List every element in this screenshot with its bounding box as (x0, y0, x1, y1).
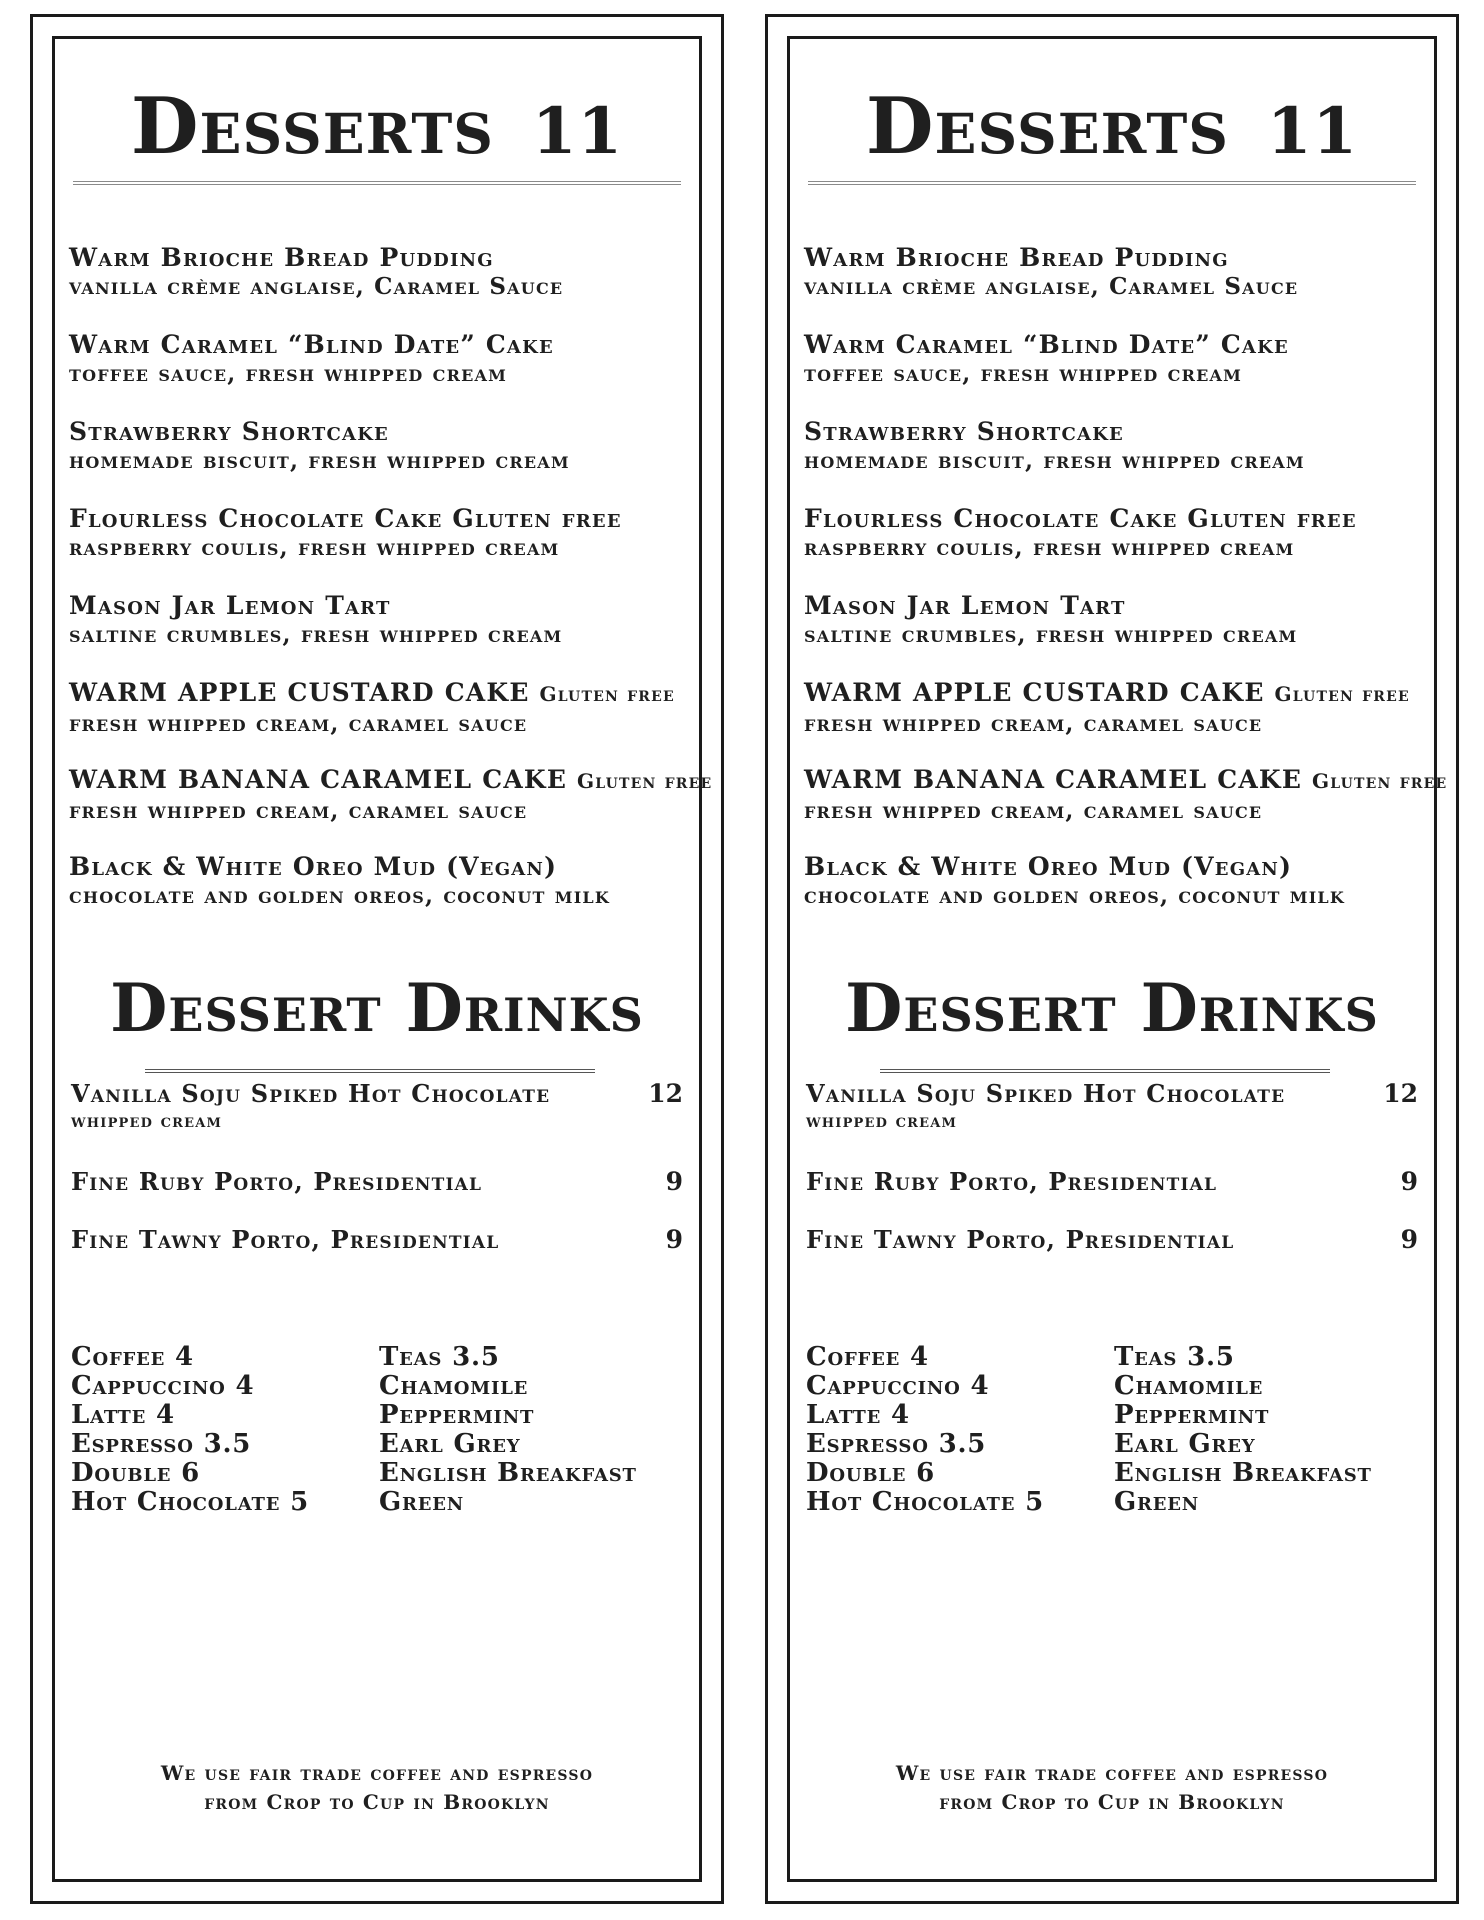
coffee-item: Espresso 3.5 (71, 1429, 252, 1459)
tea-list (1114, 1343, 1372, 1517)
drink-price: 9 (665, 1167, 683, 1196)
dessert-item (804, 591, 1424, 678)
fair-trade-note (55, 1759, 699, 1817)
drink-item (806, 1225, 1418, 1255)
menu-inner-border (52, 36, 713, 1882)
dessert-item (69, 678, 689, 765)
dessert-name: WARM BANANA CARAMEL CAKE (804, 765, 1303, 794)
coffee-item: Cappuccino 4 (71, 1371, 255, 1401)
tea-item: Green (379, 1487, 465, 1517)
dessert-name-row (69, 765, 713, 796)
drink-item (71, 1167, 683, 1225)
dessert-item (69, 504, 689, 591)
dessert-item (804, 504, 1424, 591)
dessert-list (69, 243, 713, 939)
dessert-name-row (804, 678, 1424, 709)
menu-inner-border (787, 36, 1448, 1882)
dessert-name: WARM APPLE CUSTARD CAKE (69, 678, 530, 707)
tea-item: Chamomile (1114, 1371, 1264, 1401)
dessert-item (69, 243, 689, 330)
dessert-item (804, 243, 1424, 330)
dessert-desc: fresh whipped cream, caramel sauce (804, 797, 1263, 824)
coffee-item: Coffee 4 (806, 1342, 929, 1372)
coffee-item: Cappuccino 4 (806, 1371, 990, 1401)
menu-panel-right (765, 14, 1459, 1904)
dessert-name-row (804, 765, 1448, 796)
drink-item (806, 1167, 1418, 1225)
drink-name: Vanilla Soju Spiked Hot Chocolate (71, 1079, 551, 1108)
dessert-desc: toffee sauce, fresh whipped cream (804, 360, 1243, 387)
dessert-name: Flourless Chocolate Cake Gluten free (804, 504, 1357, 533)
dessert-drinks-title: Dessert Drinks (110, 969, 644, 1047)
gluten-free-tag: Gluten free (577, 769, 713, 793)
coffee-item: Coffee 4 (71, 1342, 194, 1372)
gluten-free-tag: Gluten free (539, 682, 675, 706)
menu-panel-left (30, 14, 724, 1904)
desserts-title-text: Desserts (130, 81, 495, 172)
dessert-name: Warm Brioche Bread Pudding (69, 243, 494, 272)
tea-item: Chamomile (379, 1371, 529, 1401)
desserts-title (55, 81, 699, 172)
coffee-item: Espresso 3.5 (806, 1429, 987, 1459)
drink-name: Fine Ruby Porto, Presidential (806, 1167, 1218, 1196)
drink-price: 9 (1400, 1225, 1418, 1254)
gluten-free-tag: Gluten free (1274, 682, 1410, 706)
coffee-item: Hot Chocolate 5 (806, 1487, 1044, 1517)
dessert-name: Mason Jar Lemon Tart (804, 591, 1126, 620)
desserts-price: 11 (1267, 94, 1359, 169)
dessert-name: WARM BANANA CARAMEL CAKE (69, 765, 568, 794)
tea-item: Teas 3.5 (1114, 1342, 1235, 1372)
tea-list (379, 1343, 637, 1517)
title-divider (73, 181, 681, 185)
footer-line: We use fair trade coffee and espresso (160, 1761, 594, 1785)
drink-item (71, 1225, 683, 1255)
coffee-item: Latte 4 (71, 1400, 175, 1430)
gluten-free-tag: Gluten free (1312, 769, 1448, 793)
dessert-item (804, 417, 1424, 504)
dessert-desc: toffee sauce, fresh whipped cream (69, 360, 508, 387)
tea-item: Peppermint (379, 1400, 535, 1430)
dessert-item (804, 852, 1424, 939)
drink-name: Vanilla Soju Spiked Hot Chocolate (806, 1079, 1286, 1108)
drink-item (71, 1079, 683, 1167)
dessert-item (69, 417, 689, 504)
footer-line: from Crop to Cup in Brooklyn (204, 1790, 550, 1814)
dessert-name: Strawberry Shortcake (69, 417, 389, 446)
dessert-item (69, 765, 713, 852)
tea-item: Earl Grey (1114, 1429, 1256, 1459)
dessert-desc: homemade biscuit, fresh whipped cream (69, 447, 570, 474)
dessert-desc: chocolate and golden oreos, coconut milk (804, 882, 1345, 909)
tea-item: Teas 3.5 (379, 1342, 500, 1372)
tea-item: English Breakfast (379, 1458, 637, 1488)
dessert-desc: saltine crumbles, fresh whipped cream (69, 621, 563, 648)
drink-price: 9 (665, 1225, 683, 1254)
fair-trade-note (790, 1759, 1434, 1817)
desserts-title-text: Desserts (865, 81, 1230, 172)
tea-item: Green (1114, 1487, 1200, 1517)
dessert-list (804, 243, 1448, 939)
drink-price: 9 (1400, 1167, 1418, 1196)
dessert-name: WARM APPLE CUSTARD CAKE (804, 678, 1265, 707)
drink-name: Fine Ruby Porto, Presidential (71, 1167, 483, 1196)
drink-name: Fine Tawny Porto, Presidential (806, 1225, 1235, 1254)
drinks-list (806, 1079, 1418, 1255)
coffee-list (71, 1343, 309, 1517)
desserts-title (790, 81, 1434, 172)
drink-desc: whipped cream (806, 1111, 958, 1132)
title-divider (808, 181, 1416, 185)
dessert-item (69, 330, 689, 417)
dessert-item (804, 765, 1448, 852)
dessert-desc: raspberry coulis, fresh whipped cream (69, 534, 560, 561)
dessert-desc: vanilla crème anglaise, Caramel Sauce (804, 273, 1299, 300)
dessert-desc: homemade biscuit, fresh whipped cream (804, 447, 1305, 474)
tea-item: English Breakfast (1114, 1458, 1372, 1488)
dessert-item (69, 591, 689, 678)
dessert-desc: fresh whipped cream, caramel sauce (69, 710, 528, 737)
drink-price: 12 (1383, 1079, 1418, 1108)
dessert-name-row (69, 678, 689, 709)
coffee-list (806, 1343, 1044, 1517)
dessert-desc: raspberry coulis, fresh whipped cream (804, 534, 1295, 561)
dessert-name: Black & White Oreo Mud (Vegan) (69, 852, 558, 881)
dessert-name: Flourless Chocolate Cake Gluten free (69, 504, 622, 533)
dessert-name: Warm Caramel “Blind Date” Cake (69, 330, 554, 359)
drink-name: Fine Tawny Porto, Presidential (71, 1225, 500, 1254)
drink-price: 12 (648, 1079, 683, 1108)
dessert-name: Warm Brioche Bread Pudding (804, 243, 1229, 272)
dessert-drinks-title: Dessert Drinks (845, 969, 1379, 1047)
drink-item (806, 1079, 1418, 1167)
tea-item: Earl Grey (379, 1429, 521, 1459)
drinks-divider (880, 1069, 1330, 1073)
dessert-name: Mason Jar Lemon Tart (69, 591, 391, 620)
dessert-name: Black & White Oreo Mud (Vegan) (804, 852, 1293, 881)
dessert-desc: saltine crumbles, fresh whipped cream (804, 621, 1298, 648)
footer-line: from Crop to Cup in Brooklyn (939, 1790, 1285, 1814)
dessert-name: Strawberry Shortcake (804, 417, 1124, 446)
coffee-item: Double 6 (71, 1458, 201, 1488)
dessert-item (804, 678, 1424, 765)
coffee-item: Double 6 (806, 1458, 936, 1488)
desserts-price: 11 (532, 94, 624, 169)
dessert-desc: chocolate and golden oreos, coconut milk (69, 882, 610, 909)
drink-desc: whipped cream (71, 1111, 223, 1132)
drinks-divider (145, 1069, 595, 1073)
dessert-desc: fresh whipped cream, caramel sauce (804, 710, 1263, 737)
tea-item: Peppermint (1114, 1400, 1270, 1430)
footer-line: We use fair trade coffee and espresso (895, 1761, 1329, 1785)
drinks-list (71, 1079, 683, 1255)
dessert-desc: vanilla crème anglaise, Caramel Sauce (69, 273, 564, 300)
coffee-item: Latte 4 (806, 1400, 910, 1430)
dessert-item (69, 852, 689, 939)
coffee-item: Hot Chocolate 5 (71, 1487, 309, 1517)
dessert-name: Warm Caramel “Blind Date” Cake (804, 330, 1289, 359)
dessert-item (804, 330, 1424, 417)
dessert-desc: fresh whipped cream, caramel sauce (69, 797, 528, 824)
